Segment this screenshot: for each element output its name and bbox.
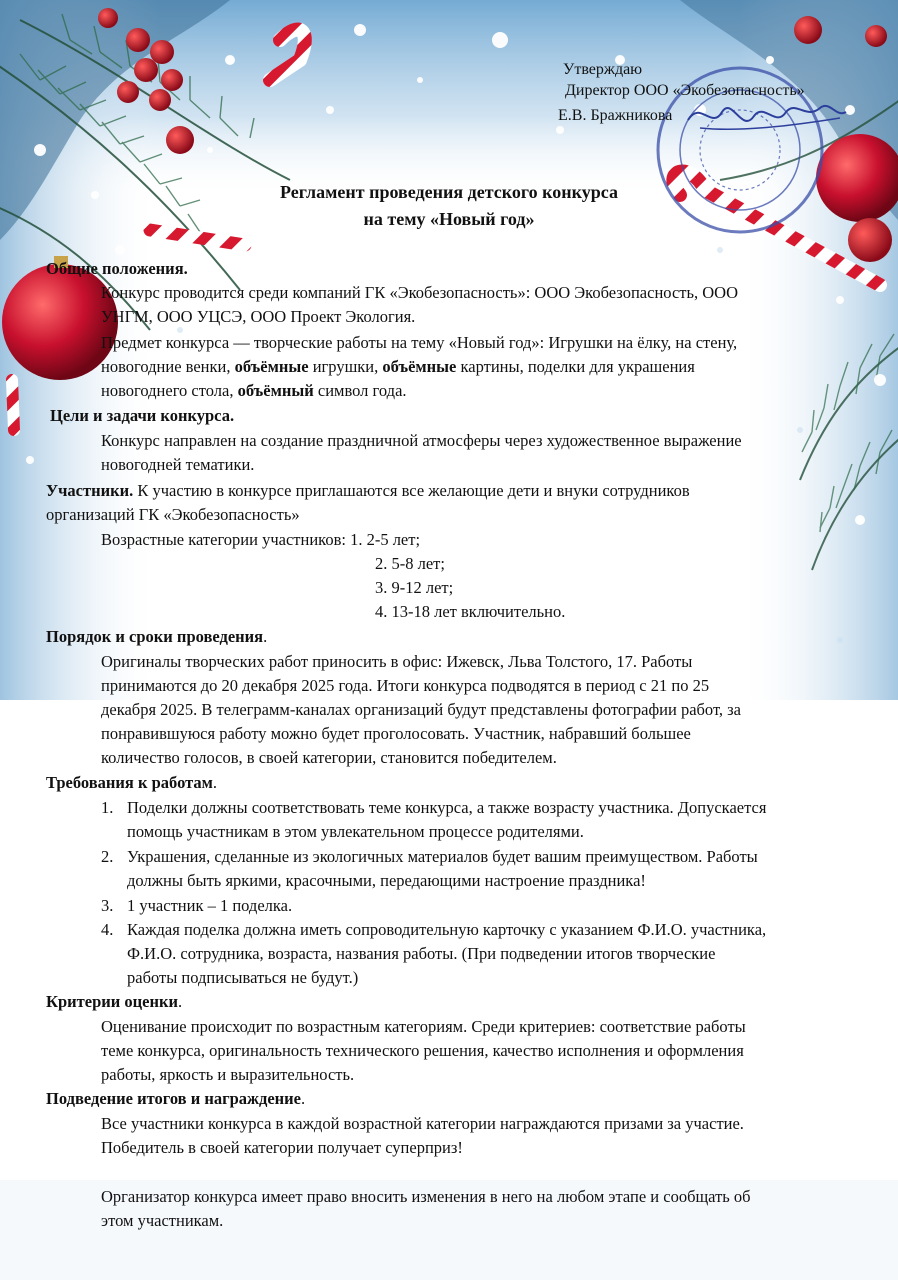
section-heading-criteria: Критерии оценки. [46, 992, 183, 1011]
requirement-1-line-1: Поделки должны соответствовать теме конкурса, а также возрасту участника. Допускается [127, 798, 767, 817]
age-categories-label: Возрастные категории участников: 1. 2-5 лет; [101, 530, 421, 549]
age-category-4: 4. 13-18 лет включительно. [375, 602, 566, 621]
list-number: 3. [101, 896, 114, 915]
requirement-4-line-1: Каждая поделка должна иметь сопроводительную карточку с указанием Ф.И.О. участника, [127, 920, 767, 939]
list-number: 2. [101, 847, 114, 866]
criteria-line-2: теме конкурса, оригинальность технического решения, качество исполнения и оформления [101, 1041, 744, 1060]
approval-line-2: Директор ООО «Экобезопасность» [565, 82, 805, 99]
approval-line-3: Е.В. Бражникова [558, 107, 673, 124]
procedure-line-5: количество голосов, в своей категории, становится победителем. [101, 748, 557, 767]
procedure-line-2: принимаются до 20 декабря 2025 года. Итоги конкурса подводятся в период с 21 по 25 [101, 676, 710, 695]
procedure-line-4: понравившуюся работу можно будет проголосовать. Участник, набравший большее [101, 724, 691, 743]
awards-line-1: Все участники конкурса в каждой возрастной категории награждаются призами за участие. [101, 1114, 744, 1133]
general-p2-line-3: новогоднего стола, объёмный символ года. [101, 381, 407, 400]
document-title-line-1: Регламент проведения детского конкурса [280, 182, 618, 202]
list-number: 4. [101, 920, 114, 939]
procedure-line-1: Оригиналы творческих работ приносить в офис: Ижевск, Льва Толстого, 17. Работы [101, 652, 693, 671]
procedure-line-3: декабря 2025. В телеграмм-каналах организаций будут представлены фотографии работ, за [101, 700, 742, 719]
general-p2-line-1: Предмет конкурса — творческие работы на тему «Новый год»: Игрушки на ёлку, на стену, [101, 333, 738, 352]
general-p2-line-2: новогодние венки, объёмные игрушки, объёмные картины, поделки для украшения [101, 357, 695, 376]
requirement-2-line-1: Украшения, сделанные из экологичных материалов будет вашим преимуществом. Работы [127, 847, 758, 866]
age-category-2: 2. 5-8 лет; [375, 554, 445, 573]
approval-line-1: Утверждаю [563, 61, 643, 78]
awards-line-3: Организатор конкурса имеет право вносить изменения в него на любом этапе и сообщать об [101, 1187, 751, 1206]
requirement-4-line-3: работы подписываться не будут.) [127, 968, 359, 987]
requirement-2-line-2: должны быть яркими, красочными, передающими настроение праздника! [127, 871, 646, 890]
section-heading-requirements: Требования к работам. [46, 773, 218, 792]
general-p1-line-1: Конкурс проводится среди компаний ГК «Экобезопасность»: ООО Экобезопасность, ООО [101, 283, 738, 302]
participants-line-2: организаций ГК «Экобезопасность» [46, 505, 300, 524]
criteria-line-1: Оценивание происходит по возрастным категориям. Среди критериев: соответствие работы [101, 1017, 746, 1036]
participants-line-1: Участники. К участию в конкурсе приглашаются все желающие дети и внуки сотрудников [46, 481, 690, 500]
section-heading-awards: Подведение итогов и награждение. [46, 1089, 306, 1108]
section-heading-procedure: Порядок и сроки проведения. [46, 627, 268, 646]
requirement-1-line-2: помощь участникам в этом увлекательном процессе родителями. [127, 822, 584, 841]
age-category-3: 3. 9-12 лет; [375, 578, 454, 597]
goals-line-2: новогодней тематики. [101, 455, 255, 474]
section-heading-general: Общие положения. [46, 259, 188, 278]
list-number: 1. [101, 798, 114, 817]
requirement-4-line-2: Ф.И.О. сотрудника, возраста, названия работы. (При подведении итогов творческие [127, 944, 716, 963]
document-title-line-2: на тему «Новый год» [363, 209, 535, 229]
goals-line-1: Конкурс направлен на создание праздничной атмосферы через художественное выражение [101, 431, 742, 450]
requirement-3-line-1: 1 участник – 1 поделка. [127, 896, 293, 915]
general-p1-line-2: УНГМ, ООО УЦСЭ, ООО Проект Экология. [101, 307, 416, 326]
criteria-line-3: работы, яркость и выразительность. [101, 1065, 355, 1084]
awards-line-2: Победитель в своей категории получает суперприз! [101, 1138, 463, 1157]
awards-line-4: этом участникам. [101, 1211, 224, 1230]
section-heading-goals: Цели и задачи конкурса. [50, 406, 235, 425]
